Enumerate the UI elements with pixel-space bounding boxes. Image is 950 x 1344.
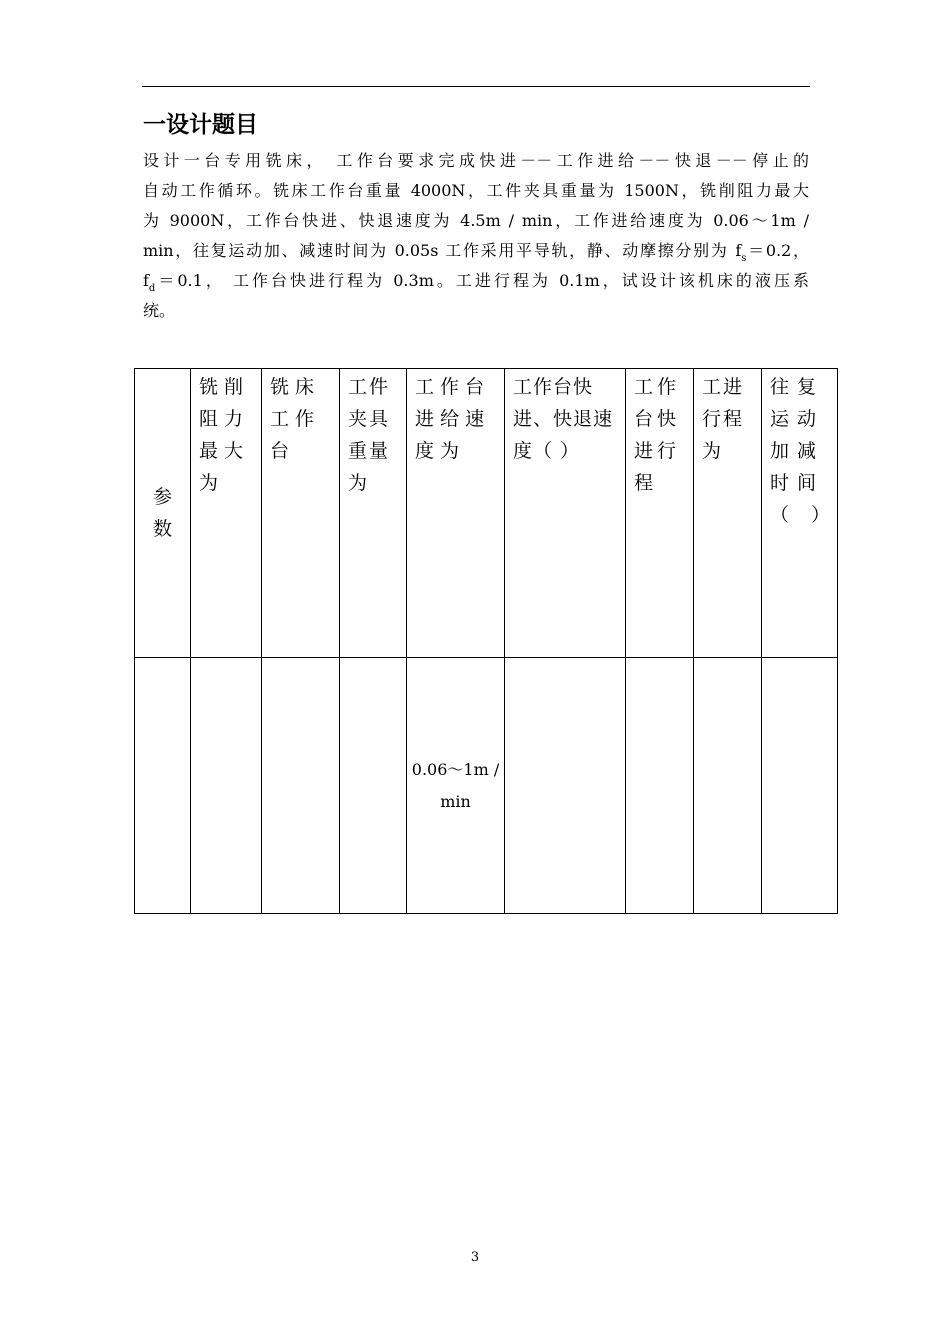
paragraph-line: 为 9000N，工作台快进、快退速度为 4.5m / min，工作进给速度为 0.06～1m / [143,211,809,230]
paragraph-line [143,236,809,266]
header-feed-speed: 工作台进给速度为 [415,376,491,462]
header-cutting-resistance: 铣削阻力最大为 [199,376,250,494]
value-cell [340,658,407,914]
row-label: 参数 [152,486,172,540]
table-value-row [135,658,838,914]
header-cell [505,369,626,658]
header-rapid-stroke: 工作台快进行程 [634,376,681,494]
header-cell [762,369,838,658]
paragraph-line: 自动工作循环。铣床工作台重量 4000N，工件夹具重量为 1500N，铣削阻力最大 [143,181,809,200]
header-feed-stroke: 工进行程为 [702,376,745,462]
paragraph-line [143,266,809,296]
header-cell [262,369,340,658]
value-cell [505,658,626,914]
paragraph-text: ＝0.1， 工作台快进行程为 0.3m。工进行程为 0.1m，试设计该机床的液压系 [155,271,809,290]
subscript-d: d [148,283,156,294]
header-cell [694,369,762,658]
header-cell [191,369,262,658]
value-cell [626,658,694,914]
paragraph-text: f [143,271,149,290]
section-title: 一设计题目 [143,112,258,138]
header-worktable: 铣床工作台 [270,376,321,462]
value-cell [135,658,191,914]
header-fixture-weight: 工件夹具重量为 [348,376,391,494]
value-cell [262,658,340,914]
header-cell [626,369,694,658]
value-cell [191,658,262,914]
paragraph-line: 设计一台专用铣床， 工作台要求完成快进－－工作进给－－快退－－停止的 [143,151,809,170]
problem-statement [143,146,809,326]
row-label-cell [135,369,191,658]
header-rule [142,86,810,87]
table-header-row [135,369,838,658]
header-cell [407,369,505,658]
paragraph-text: min，往复运动加、减速时间为 0.05s 工作采用平导轨，静、动摩擦分别为 f [143,241,742,260]
value-cell [762,658,838,914]
header-cell [340,369,407,658]
header-rapid-speed: 工作台快进、快退速度（ ） [513,376,614,462]
value-cell [694,658,762,914]
subscript-s: s [741,253,747,264]
value-cell-feed-speed: 0.06～1m / min [407,658,505,914]
page-number: 3 [470,1250,480,1265]
header-accel-time: 往复运动加减时间（ ） [770,376,839,526]
paragraph-line: 统。 [143,301,176,320]
paragraph-text: ＝0.2， [746,241,809,260]
parameter-table [134,368,838,914]
